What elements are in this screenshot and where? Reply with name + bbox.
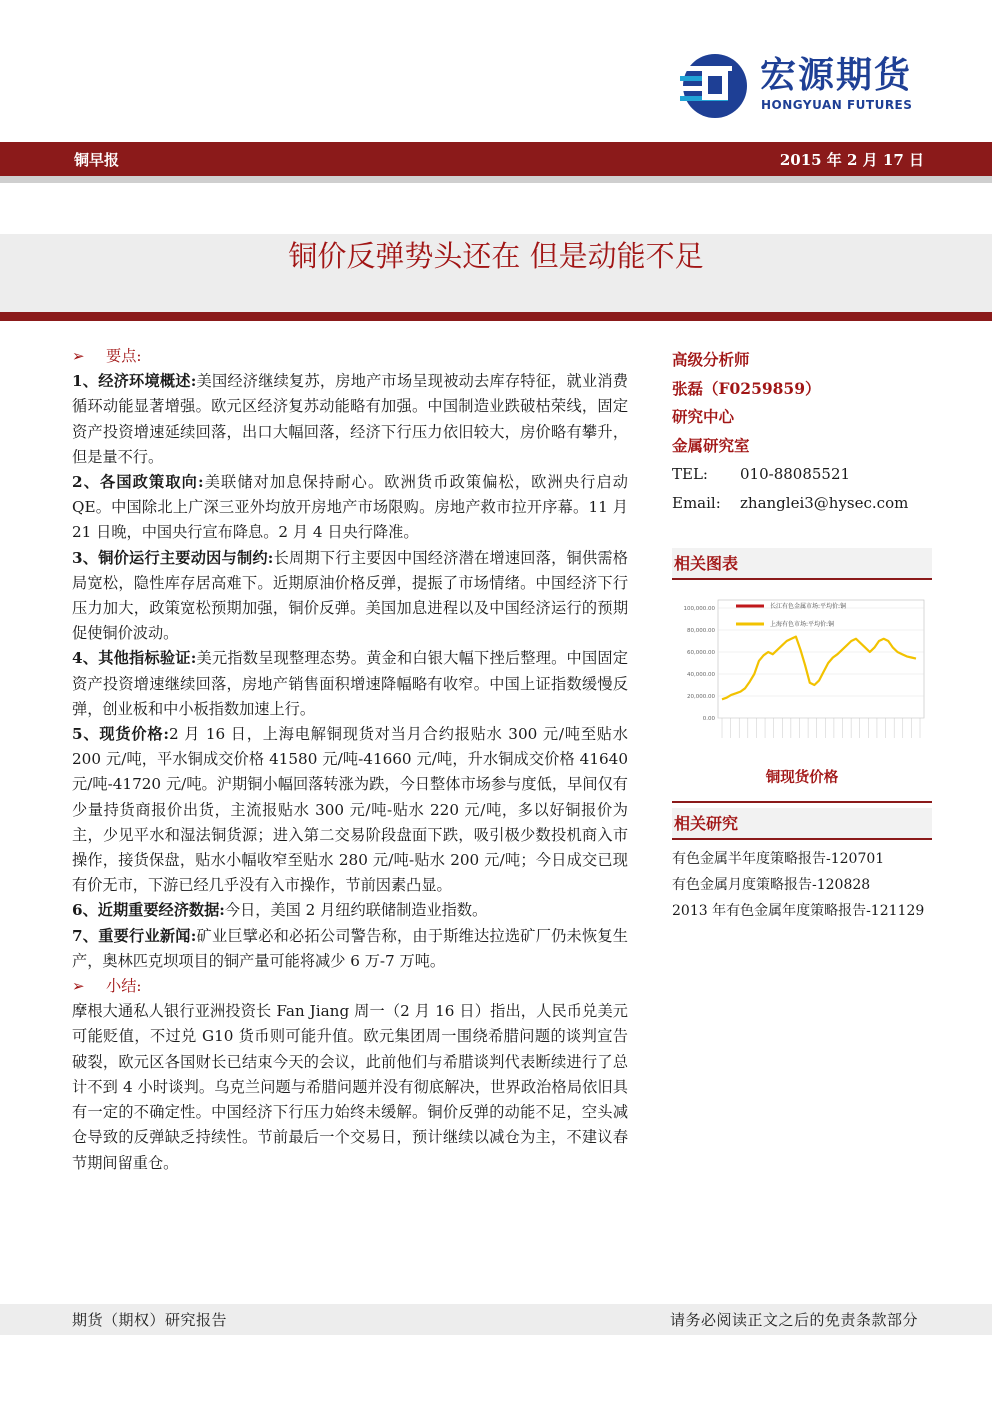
legend-label: 长江有色金属市场:平均价:铜 — [770, 603, 847, 610]
tel-row — [672, 460, 932, 489]
research-item[interactable]: 2013 年有色金属年度策略报告-121129 — [672, 903, 925, 919]
key-point-5 — [72, 722, 628, 898]
company-logo — [680, 50, 930, 122]
report-type: 铜早报 — [74, 151, 120, 169]
summary-text: 摩根大通私人银行亚洲投资长 Fan Jiang 周一（2 月 16 日）指出，人民币兑美元可能贬值，不过兑 G10 货币则可能升值。欧元集团周一围绕希腊问题的谈判宣告破裂，欧元区各国财长已结束今天的会议，此前他们与希腊谈判代表断续进行了总计不到 4 小时谈判。乌克兰问题与希腊问题并没有彻底解决，世界政治格局依旧具有一定的不确定性。中国经济下行压力始终未缓解。铜价反弹的动能不足，空头减仓导致的反弹缺乏持续性。节前最后一个交易日，预计继续以减仓为主，不建议春节期间留重仓。 — [72, 1002, 628, 1172]
email-label: Email: — [672, 493, 721, 512]
legend-label: 上海有色市场:平均价:铜 — [770, 621, 835, 628]
key-points-label: 要点: — [106, 347, 142, 365]
key-point-3 — [72, 546, 628, 647]
key-point-head: 3、铜价运行主要动因与制约: — [72, 548, 274, 567]
footer — [0, 1304, 992, 1335]
key-point-text: 美联储对加息保持耐心。欧洲货币政策偏松，欧洲央行启动 QE。中国除北上广深三亚外均放开房地产市场限购。房地产救市拉开序幕。11 月 21 日晚，中国央行宣布降息。2 月 4 日央行降准。 — [72, 473, 628, 542]
key-point-text: 美国经济继续复苏，房地产市场呈现被动去库存特征，就业消费循环动能显著增强。欧元区经济复苏动能略有加强。中国制造业跌破枯荣线，固定资产投资增速延续回落，出口大幅回落，经济下行压力依旧较大，房价略有攀升，但是量不行。 — [72, 372, 628, 466]
key-point-text: 美元指数呈现整理态势。黄金和白银大幅下挫后整理。中国固定资产投资增速继续回落，房地产销售面积增速降幅略有收窄。中国上证指数缓慢反弹，创业板和中小板指数加速上行。 — [72, 649, 628, 718]
chart-svg — [672, 588, 932, 758]
footer-left: 期货（期权）研究报告 — [72, 1311, 228, 1329]
header-bar — [0, 142, 992, 176]
logo-chinese-text: 宏源期货 — [760, 55, 913, 96]
page-title: 铜价反弹势头还在 但是动能不足 — [288, 239, 704, 273]
y-tick-label: 80,000.00 — [687, 628, 715, 634]
tel-value: 010-88085521 — [740, 465, 851, 483]
key-point-head: 7、重要行业新闻: — [72, 926, 197, 945]
key-point-text: 长周期下行主要因中国经济潜在增速回落，铜供需格局宽松，隐性库存居高难下。近期原油价格反弹，提振了市场情绪。中国经济下行压力加大，政策宽松预期加强，铜价反弹。美国加息进程以及中国经济运行的预期促使铜价波动。 — [72, 548, 628, 643]
key-point-text: 矿业巨擘必和必拓公司警告称，由于斯维达拉选矿厂仍未恢复生产，奥林匹克坝项目的铜产量可能将减少 6 万-7 万吨。 — [72, 926, 628, 970]
report-date: 2015 年 2 月 17 日 — [779, 151, 924, 169]
key-points-heading — [72, 344, 628, 369]
key-point-4 — [72, 646, 628, 722]
arrow-bullet-icon: ➢ — [72, 977, 85, 996]
tel-label: TEL: — [672, 465, 708, 483]
key-point-1 — [72, 369, 628, 470]
email-row — [672, 489, 932, 518]
y-tick-label: 40,000.00 — [687, 672, 715, 678]
y-tick-label: 60,000.00 — [687, 650, 715, 656]
related-chart-section — [672, 548, 932, 803]
main-content — [72, 344, 628, 1176]
related-chart-title: 相关图表 — [672, 548, 932, 580]
key-point-head: 1、经济环境概述: — [72, 372, 197, 391]
key-point-2 — [72, 470, 628, 546]
key-point-text: 今日，美国 2 月纽约联储制造业指数。 — [224, 901, 488, 920]
chart-caption: 铜现货价格 — [672, 766, 932, 803]
key-point-7 — [72, 924, 628, 974]
y-tick-label: 0.00 — [702, 716, 715, 722]
arrow-bullet-icon: ➢ — [72, 347, 85, 365]
y-tick-label: 20,000.00 — [687, 694, 715, 700]
title-band — [0, 234, 992, 312]
footer-disclaimer[interactable]: 请务必阅读正文之后的免责条款部分 — [669, 1311, 918, 1329]
research-list — [672, 846, 932, 924]
author-info — [672, 346, 932, 517]
key-point-head: 5、现货价格: — [72, 725, 169, 744]
y-tick-label: 100,000.00 — [683, 606, 715, 612]
research-item[interactable]: 有色金属月度策略报告-120828 — [672, 877, 871, 893]
research-item[interactable]: 有色金属半年度策略报告-120701 — [672, 851, 885, 867]
logo-english-text: HONGYUAN FUTURES — [761, 98, 913, 112]
author-dept: 研究中心 — [672, 407, 735, 426]
related-research-section — [672, 808, 932, 924]
key-point-text: 2 月 16 日，上海电解铜现货对当月合约报贴水 300 元/吨至贴水 200 元/吨，平水铜成交价格 41580 元/吨-41660 元/吨，升水铜成交价格 41640 元/吨-41720 元/吨。沪期铜小幅回落转涨为跌，今日整体市场参与度低，早间仅有少量持货商报价出货，主流报贴水 300 元/吨-贴水 220 元/吨，多以好铜报价为主，少见平水和湿法铜货源；进入第二交易阶段盘面下跌，吸引极少数投机商入市操作，接货保盘，贴水小幅收窄至贴水 280 元/吨-贴水 200 元/吨；今日成交已现有价无市，下游已经几乎没有入市操作，节前因素凸显。 — [72, 725, 628, 895]
hongyuan-logo-icon — [680, 52, 750, 120]
email-value[interactable]: zhanglei3@hysec.com — [740, 493, 909, 512]
plot-area — [718, 600, 924, 718]
summary-heading — [72, 974, 628, 999]
key-point-6 — [72, 898, 628, 923]
related-research-title: 相关研究 — [672, 808, 932, 840]
author-name: 张磊（F0259859） — [672, 378, 821, 398]
key-point-head: 6、近期重要经济数据: — [72, 901, 225, 920]
author-sub-dept: 金属研究室 — [672, 435, 750, 455]
author-role: 高级分析师 — [672, 350, 750, 369]
summary-label: 小结: — [106, 977, 142, 996]
key-point-head: 2、各国政策取向: — [72, 473, 204, 492]
copper-spot-price-chart — [672, 588, 932, 758]
header-divider — [0, 176, 992, 183]
title-divider — [0, 312, 992, 321]
key-point-head: 4、其他指标验证: — [72, 649, 197, 668]
